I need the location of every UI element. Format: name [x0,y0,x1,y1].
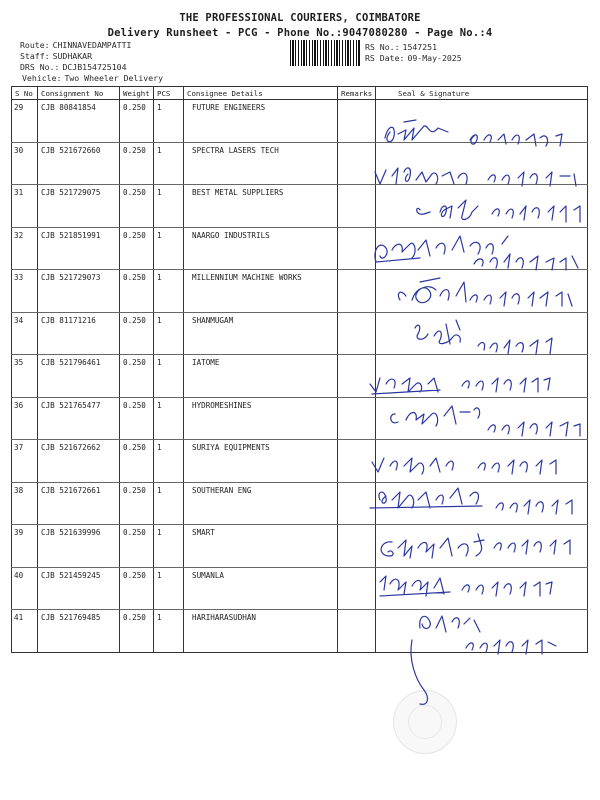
rs-date-value: 09-May-2025 [407,53,462,63]
company-title: THE PROFESSIONAL COURIERS, COIMBATORE [179,12,421,24]
cell-consignment: CJB 521729075 [38,185,120,228]
rs-no-value: 1547251 [402,42,438,52]
cell-signature [376,567,588,610]
cell-signature [376,185,588,228]
rs-no-label: RS No.: [365,42,400,52]
cell-weight: 0.250 [120,610,154,653]
rs-date-line [365,53,462,63]
drs-label: DRS No.: [20,62,60,72]
table-row [12,567,588,610]
vehicle-value: Two Wheeler Delivery [64,73,164,83]
cell-signature [376,610,588,653]
cell-sno: 36 [12,397,38,440]
cell-remarks [338,227,376,270]
col-header-consignee: Consignee Details [184,87,338,100]
cell-weight: 0.250 [120,397,154,440]
staff-line [20,51,92,61]
barcode-icon [290,40,360,66]
table-row [12,397,588,440]
table-row [12,440,588,483]
cell-consignment: CJB 521765477 [38,397,120,440]
table-row [12,270,588,313]
cell-remarks [338,567,376,610]
cell-remarks [338,100,376,143]
cell-remarks [338,525,376,568]
cell-weight: 0.250 [120,227,154,270]
cell-sno: 39 [12,525,38,568]
staff-value: SUDHAKAR [52,51,93,61]
cell-remarks [338,397,376,440]
cell-pcs: 1 [154,185,184,228]
cell-weight: 0.250 [120,355,154,398]
cell-signature [376,397,588,440]
drs-value: DCJB154725104 [62,62,127,72]
cell-sno: 37 [12,440,38,483]
cell-sno: 30 [12,142,38,185]
cell-sno: 41 [12,610,38,653]
cell-remarks [338,185,376,228]
cell-consignee: SUMANLA [184,567,338,610]
cell-pcs: 1 [154,610,184,653]
col-header-seal: Seal & Signature [376,87,588,100]
cell-remarks [338,270,376,313]
cell-sno: 33 [12,270,38,313]
table-row [12,355,588,398]
cell-remarks [338,482,376,525]
table-row [12,100,588,143]
col-header-pcs: PCS [154,87,184,100]
table-row [12,482,588,525]
cell-sno: 31 [12,185,38,228]
cell-signature [376,355,588,398]
cell-weight: 0.250 [120,567,154,610]
cell-remarks [338,610,376,653]
cell-weight: 0.250 [120,312,154,355]
cell-consignee: NAARGO INDUSTRILS [184,227,338,270]
col-header-consignment: Consignment No [38,87,120,100]
cell-consignee: SPECTRA LASERS TECH [184,142,338,185]
cell-weight: 0.250 [120,525,154,568]
cell-consignment: CJB 521769485 [38,610,120,653]
table-row [12,142,588,185]
cell-consignment: CJB 521459245 [38,567,120,610]
cell-signature [376,525,588,568]
cell-consignee: IATOME [184,355,338,398]
cell-consignment: CJB 521639996 [38,525,120,568]
runsheet-table [11,86,588,653]
rs-no-line [365,42,437,52]
vehicle-label: Vehicle: [22,73,62,83]
table-row [12,312,588,355]
cell-signature [376,227,588,270]
cell-weight: 0.250 [120,185,154,228]
cell-consignment: CJB 81171216 [38,312,120,355]
col-header-weight: Weight [120,87,154,100]
cell-pcs: 1 [154,100,184,143]
cell-consignee: HARIHARASUDHAN [184,610,338,653]
cell-consignee: SHANMUGAM [184,312,338,355]
cell-consignee: MILLENNIUM MACHINE WORKS [184,270,338,313]
table-row [12,610,588,653]
cell-signature [376,440,588,483]
cell-pcs: 1 [154,567,184,610]
cell-consignee: BEST METAL SUPPLIERS [184,185,338,228]
cell-consignment: CJB 521729073 [38,270,120,313]
staff-label: Staff: [20,51,50,61]
cell-consignment: CJB 80841854 [38,100,120,143]
cell-pcs: 1 [154,440,184,483]
table-row [12,525,588,568]
table-header-row [12,87,588,100]
route-value: CHINNAVEDAMPATTI [52,40,132,50]
cell-sno: 38 [12,482,38,525]
cell-remarks [338,312,376,355]
cell-consignment: CJB 521796461 [38,355,120,398]
table-row [12,227,588,270]
cell-consignment: CJB 521672662 [38,440,120,483]
cell-consignee: SURIYA EQUIPMENTS [184,440,338,483]
cell-pcs: 1 [154,482,184,525]
cell-weight: 0.250 [120,440,154,483]
route-line [20,40,131,50]
cell-pcs: 1 [154,397,184,440]
cell-consignee: SMART [184,525,338,568]
cell-consignment: CJB 521672660 [38,142,120,185]
route-label: Route: [20,40,50,50]
col-header-sno: S No [12,87,38,100]
cell-sno: 40 [12,567,38,610]
runsheet-subtitle: Delivery Runsheet - PCG - Phone No.:9047080280 - Page No.:4 [107,27,493,39]
cell-sno: 34 [12,312,38,355]
cell-consignee: FUTURE ENGINEERS [184,100,338,143]
rs-date-label: RS Date: [365,53,405,63]
drs-line [20,62,127,72]
rubber-stamp-inner-ring [408,705,442,739]
cell-pcs: 1 [154,142,184,185]
cell-pcs: 1 [154,227,184,270]
cell-signature [376,482,588,525]
cell-signature [376,270,588,313]
cell-consignment: CJB 521851991 [38,227,120,270]
vehicle-line [22,73,163,83]
cell-sno: 35 [12,355,38,398]
cell-signature [376,312,588,355]
cell-remarks [338,355,376,398]
cell-sno: 29 [12,100,38,143]
table-row [12,185,588,228]
cell-consignee: HYDROMESHINES [184,397,338,440]
cell-pcs: 1 [154,525,184,568]
cell-remarks [338,142,376,185]
cell-pcs: 1 [154,312,184,355]
col-header-remarks: Remarks [338,87,376,100]
cell-signature [376,100,588,143]
cell-sno: 32 [12,227,38,270]
cell-consignment: CJB 521672661 [38,482,120,525]
cell-signature [376,142,588,185]
cell-pcs: 1 [154,270,184,313]
cell-weight: 0.250 [120,270,154,313]
cell-pcs: 1 [154,355,184,398]
cell-weight: 0.250 [120,482,154,525]
cell-weight: 0.250 [120,100,154,143]
cell-consignee: SOUTHERAN ENG [184,482,338,525]
cell-remarks [338,440,376,483]
cell-weight: 0.250 [120,142,154,185]
